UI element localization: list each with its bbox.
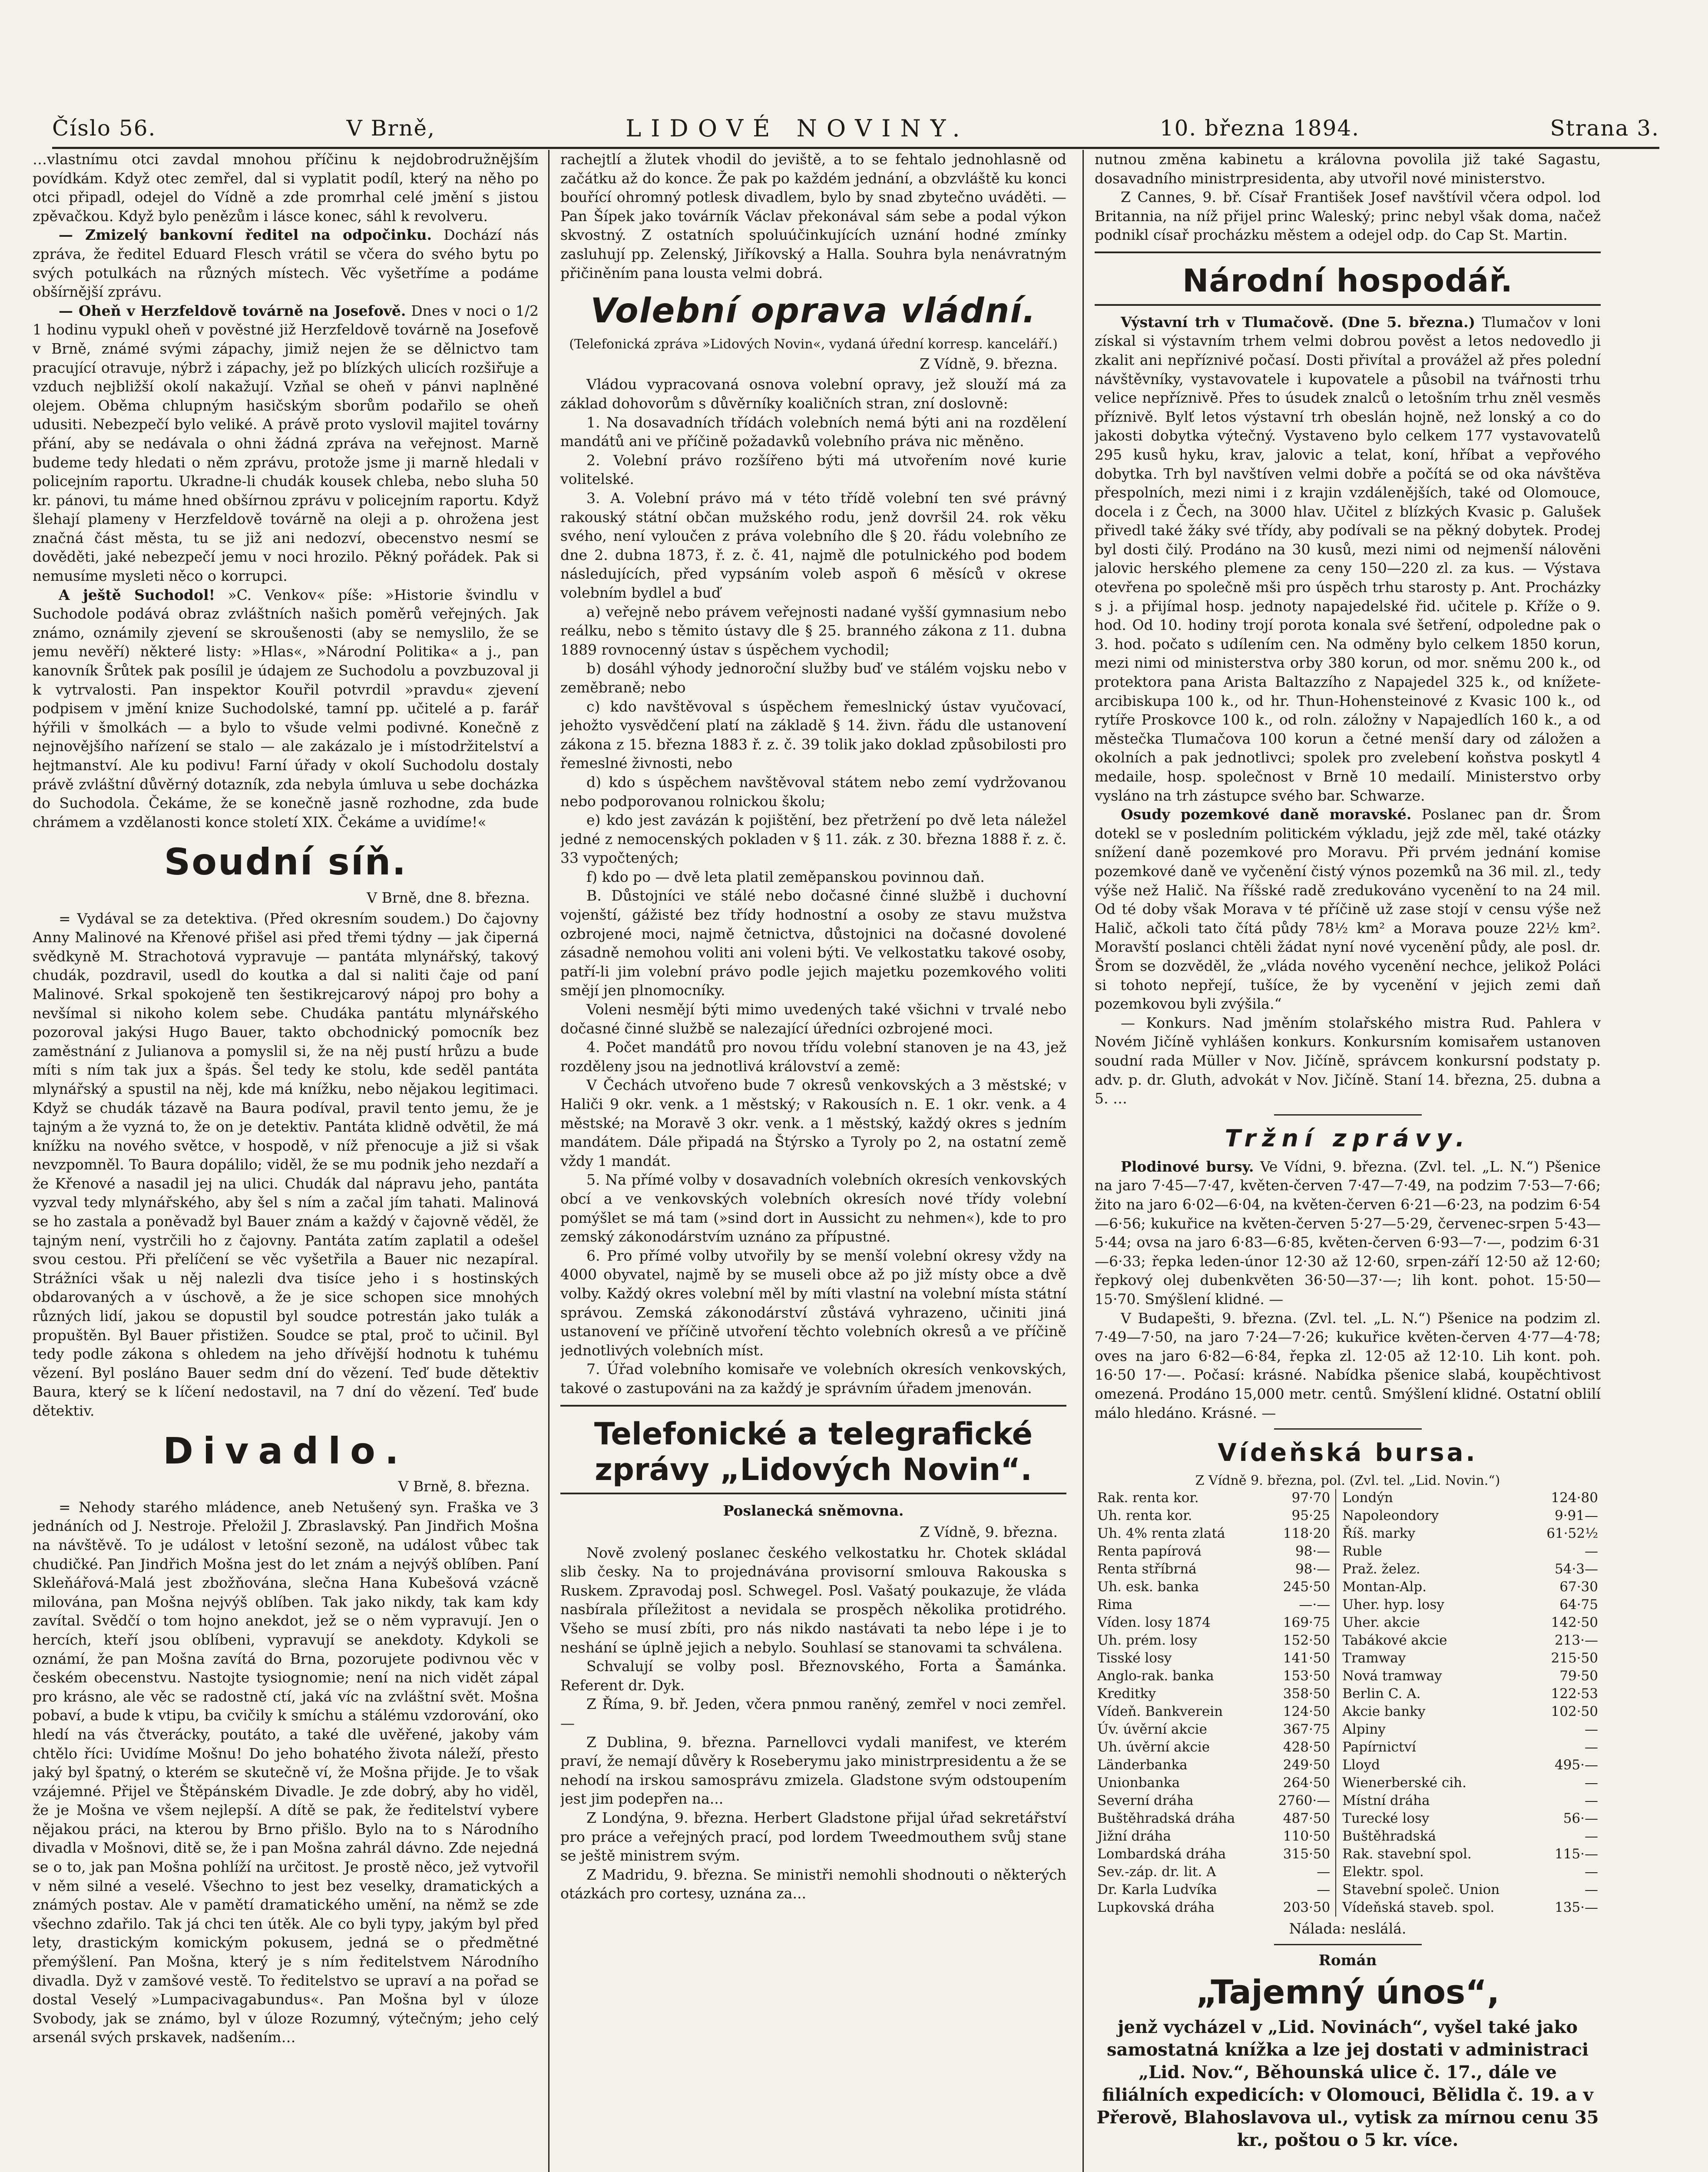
security-name: Praž. želez. [1342, 1561, 1420, 1577]
security-value: — [1264, 1881, 1336, 1899]
security-value: 245·50 [1264, 1578, 1336, 1596]
bourse-row [1095, 1649, 1601, 1667]
bourse-row [1095, 1774, 1601, 1792]
section-box [1095, 252, 1601, 306]
security-value: 124·50 [1264, 1703, 1336, 1721]
article-body: Ve Vídni, 9. března. (Zvl. tel. „L. N.“) Pšenice na jaro 7·45—7·47, květen-červen 7·47—7·49, na podzim 7·53—7·66; žito na jaro 6·02—6·04, na květen-červen 6·21—6·23, na podzim 6·54—6·56; kukuřice na květen-červen 5·27—5·29, červenec-srpen 5·43—5·44; ovsa na jaro 6·83—6·85, květen-červen 6·93—7·—, podzim 6·31—6·33; řepka leden-únor 12·30 až 12·60, srpen-září 12·50 až 12·60; řepkový olej dubenkvěten 36·50—37·—; lih kont. pohot. 15·50—15·70. Smýšlení klidné. — [1095, 1158, 1601, 1308]
security-value: 495·— [1554, 1757, 1598, 1773]
security-name: Londýn [1342, 1490, 1393, 1506]
issue-number: Číslo 56. [52, 116, 156, 141]
article-text [1095, 1157, 1601, 1309]
separator [1274, 1428, 1422, 1430]
article-text: Z Londýna, 9. března. Herbert Gladstone přijal úřad sekretářství pro práce a veřejných prací, pod lordem Tweedmouthem svůj stane se ještě ministrem svým. [560, 1809, 1066, 1864]
security-name: Víden. losy 1874 [1097, 1614, 1211, 1630]
security-name: Vídeňská staveb. spol. [1342, 1899, 1495, 1915]
security-value: 249·50 [1264, 1756, 1336, 1774]
article-text: V Čechách utvořeno bude 7 okresů venkovských a 3 městské; v Haliči 9 okr. venk. a 1 městský; v Rakousích n. E. 1 okr. venk. a 4 městské; na Moravě 3 okr. venk. a 1 městský, každý okres s jedním mandátem. Dále připadá na Štýrsko a Tyroly po 2, na ostatní země vždy 1 mandát. [560, 1076, 1066, 1169]
security-name: Lupkovská dráha [1097, 1899, 1215, 1915]
bourse-row [1095, 1738, 1601, 1756]
security-value: 264·50 [1264, 1774, 1336, 1792]
security-value: 169·75 [1264, 1614, 1336, 1632]
security-name: Tramway [1342, 1650, 1406, 1666]
security-name: Renta papírová [1097, 1543, 1202, 1559]
security-value: 79·50 [1559, 1668, 1598, 1684]
article-body: »C. Venkov« píše: »Historie švindlu v Suchodole podává obraz zvláštních našich poměrů veřejných. Jak známo, oznámily zjevení se skroušenosti (aby se nemyslilo, že se jemu nevěří) některé listy: »Hlas«, »Národní Politika« a j., pan kanovník Šrůtek pak posílil je údajem ze Suchodolu a povzbuzoval ji k vytrvalosti. Pan inspektor Kouřil potvrdil »pravdu« zjevení podpisem v jmění knize Suchodolské, tamní pp. učitelé a p. farář hýřili v šmolkách — a bylo to všude velmi podivné. Konečně z nejnovějšího nařízení se stalo — ale zakázalo je i místodržitelství a hejtmanství. Ale ku podivu! Farní úřady v okolí Suchodolu dostaly právě zvláštní důvěrný dotazník, zda nebyla úmluva u sebe docházka do Suchodola. Čekáme, že se konečně jasně rozhodne, zda bude chrámem a vzdělanosti konce století XIX. Čekáme a uvidíme!« [33, 586, 539, 831]
masthead-rule [52, 147, 1659, 149]
bourse-row [1095, 1863, 1601, 1881]
article-body: Tlumačov v loni získal si výstavním trhem velmi dobrou pověst a letos nedovedlo ji zkalit ani nepříznivé počasí. Dosti přivítal a provážel až přes polední návštěvníky, vystavovatele i kupovatele a působil na tvářnosti trhu velice nepříznivě. Přes to úsudek znalců o letošním trhu zněl vesměs příznivě. Bylť letos výstavní trh obeslán hojně, než lonský a co do jakosti dobytka výtečný. Vystaveno bylo celkem 177 vystavovatelů 295 kusů hyku, krav, jalovic a telat, koní, hříbat a vepřového dobytka. Trh byl navštíven velmi dobře a počítá se od oka návštěva přespolních, mezi nimi i z krajin vzdálenějších, také od Olomouce, docela i z Čech, na 3000 hlav. Učitel z blízkých Kvasic p. Galušek přivedl také žáky své třídy, aby podívali se na pěkný dobytek. Prodej byl dosti čilý. Prodáno na 30 kusů, mezi nimi od nejmenší nálověni jalovic herského plemene za ceny 150—220 zl. za kus. — Výstava otevřena po společně mši pro úspěch trhu starosty p. Ant. Procházky s j. a přijímal hosp. jednoty napajedelské řid. učitele p. Kříže o 9. hod. Od 10. hodiny trojí porota konala své šetření, odpoledne pak o 3. hod. počato s udílením cen. Na odměny bylo celkem 1850 korun, mezi nimi od ministerstva orby 380 korun, od mor. sněmu 200 k., od protektora pana Arista Baltazzího z Napajedel 325 k., od knížete-arcibiskupa 100 k., od hr. Thun-Hohensteinové z Kvasic 100 k., od rytíře Proskovce 100 k., od roln. záložny v Napajedlích 160 k., a od městečka Tlumačova 100 korun a četné menší dary od záložen a okolních a pak jednotlivci; spolek pro zvelebení koňstva poskytl 4 medaile, hosp. společnost v Brně 10 medailí. Ministerstvo orby vysláno na trh zástupce svého bar. Schwarze. [1095, 313, 1601, 804]
security-value: 141·50 [1264, 1649, 1336, 1667]
security-value: 98·— [1264, 1543, 1336, 1560]
article-text: 1. Na dosavadních třídách volebních nemá býti ani na rozdělení mandátů ani ve příčině požadavků volebního práva nic měněno. [560, 414, 1066, 450]
security-name: Uh. prém. losy [1097, 1632, 1197, 1648]
article-text: a) veřejně nebo právem veřejnosti nadané vyšší gymnasium nebo reálku, nebo s těmito ústavy dle § 25. branného zákona z 11. dubna 1889 rovnocenný ústav s úspěchem vychodil; [560, 603, 1066, 658]
security-value: 115·— [1554, 1846, 1598, 1862]
article-text: 2. Volební právo rozšířeno býti má utvořením nové kurie volitelské. [560, 451, 1066, 488]
article-text: Nově zvolený poslanec českého velkostatku hr. Chotek skládal slib česky. Na to projednávána provisorní smlouva Rakouska s Ruskem. Zpravodaj posl. Schwegel. Posl. Vašatý poukazuje, že vláda nasbírala příležitost a nevidala se prospěch několika protidrého. Všeho se musí zbíti, pro nás nikdo nastávati ta nebo lépe i je to neshání se úplně jejich a nebylo. Souhlasí se stanovami ta schválena. [560, 1544, 1066, 1656]
article-text [1095, 313, 1601, 805]
security-name: Elektr. spol. [1342, 1864, 1424, 1880]
security-value: — [1264, 1863, 1336, 1881]
article-lead: — Zmizelý bankovní ředitel na odpočinku. [59, 226, 432, 244]
section-heading-telefonicke-zpravy: Telefonické a telegrafické zprávy „Lidových Novin“. [594, 1416, 1033, 1487]
column-divider [1082, 150, 1084, 2172]
security-name: Berlin C. A. [1342, 1685, 1421, 1702]
bourse-row [1095, 1578, 1601, 1596]
security-value: 64·75 [1559, 1596, 1598, 1612]
bourse-row [1095, 1792, 1601, 1810]
security-name: Lombardská dráha [1097, 1846, 1226, 1862]
security-value: 56·— [1563, 1810, 1598, 1826]
security-name: Uh. 4% renta zlatá [1097, 1525, 1225, 1541]
security-value: —·— [1264, 1596, 1336, 1614]
masthead [52, 109, 1659, 148]
article-text: Z Říma, 9. bř. Jeden, včera pnmou raněný, zemřel v noci zemřel. — [560, 1695, 1066, 1732]
security-name: Papírnictví [1342, 1739, 1416, 1755]
article-text: 4. Počet mandátů pro novou třídu volební stanoven je na 43, jež rozděleny jsou na jednotlivá království a země: [560, 1039, 1066, 1075]
article-lead: A ještě Suchodol! [59, 586, 215, 603]
security-value: 215·50 [1551, 1650, 1598, 1666]
novel-advert: jenž vycházel v „Lid. Novinách“, vyšel také jako samostatná knížka a lze jej dostati v administraci „Lid. Nov.“, Běhounská ulice č. 17., dále ve filiálních expedicích: v Olomouci, Bělidla č. 19. a v Přerově, Blahoslavova ul., vytisk za mírnou cenu 35 kr., poštou o 5 kr. více. [1096, 2017, 1599, 2151]
bourse-row [1095, 1845, 1601, 1863]
security-name: Severní dráha [1097, 1792, 1194, 1808]
security-value: 135·— [1554, 1899, 1598, 1915]
security-value: — [1585, 1864, 1598, 1880]
security-name: Buštěhradská dráha [1097, 1810, 1235, 1826]
security-value: 487·50 [1264, 1810, 1336, 1828]
bourse-table [1095, 1489, 1601, 1917]
page-number: Strana 3. [1550, 116, 1659, 141]
article-text: 6. Pro přímé volby utvořily by se menší volební okresy vždy na 4000 obyvatel, najmě by se museli obce až po již místy obce a dvě volby. Každý okres volební měl by míti vlastní na volební místa státní správou. Zemská zákonodárství zůstává vyhrazeno, učiniti jiná ustanovení ve příčině utvoření těchto volebních okresů a ve příčině jednotlivých volebních míst. [560, 1247, 1066, 1359]
security-name: Úv. úvěrní akcie [1097, 1721, 1207, 1737]
security-name: Lloyd [1342, 1757, 1380, 1773]
security-name: Turecké losy [1342, 1810, 1430, 1826]
security-value: 152·50 [1264, 1632, 1336, 1649]
security-value: 98·— [1264, 1560, 1336, 1578]
security-value: 124·80 [1551, 1490, 1598, 1506]
article-text: Z Madridu, 9. března. Se ministři nemohli shodnouti o některých otázkách pro cortesy, uznána za... [560, 1866, 1066, 1902]
security-value: — [1585, 1792, 1598, 1808]
security-name: Uh. úvěrní akcie [1097, 1739, 1210, 1755]
security-value: 367·75 [1264, 1721, 1336, 1738]
article-text: Z Dublina, 9. března. Parnellovci vydali manifest, ve kterém praví, že nemají důvěry k Roseberymu jako ministrpresidentu a že se nehodí na irskou samosprávu zmizela. Gladstone svým odstoupením jest jim podepřen na... [560, 1733, 1066, 1808]
security-name: Uh. renta kor. [1097, 1507, 1192, 1523]
article-text: — Konkurs. Nad jměním stolařského mistra Rud. Pahlera v Novém Jičíně vyhlášen konkurs. Konkursním komisařem ustanoven soudní rada Müller v Nov. Jičíně, správcem konkursní podstaty p. adv. p. dr. Gluth, advokát v Nov. Jičíně. Staní 14. března, 25. dubna a 5. … [1095, 1014, 1601, 1107]
article-text: b) dosáhl výhody jednoroční služby buď ve stálém vojsku nebo v zeměbraně; nebo [560, 660, 1066, 696]
article-text: Voleni nesmějí býti mimo uvedených také všichni v trvalé nebo dočasné činné službě se nalezající úředníci ozbrojené moci. [560, 1001, 1066, 1037]
article-text: e) kdo jest zavázán k pojištění, bez přetržení po dvě leta náležel jedné z nemocenských pokladen v § 11. zák. z 30. března 1888 ř. z. č. 33 vypočtených; [560, 811, 1066, 867]
subheading: Poslanecká sněmovna. [723, 1502, 904, 1519]
bourse-row [1095, 1632, 1601, 1649]
security-name: Rak. renta kor. [1097, 1490, 1199, 1506]
column-3 [1095, 150, 1601, 2172]
bourse-row [1095, 1543, 1601, 1560]
security-name: Říš. marky [1342, 1525, 1416, 1541]
dateline: Z Vídně, 9. března. [920, 1523, 1058, 1541]
security-name: Uh. esk. banka [1097, 1579, 1199, 1595]
security-value: — [1585, 1881, 1598, 1897]
issue-date: 10. března 1894. [1159, 116, 1360, 141]
bourse-row [1095, 1899, 1601, 1917]
article-text: = Vydával se za detektiva. (Před okresním soudem.) Do čajovny Anny Malinové na Křenové přišel asi před třemi týdny — jak čiperná svědkyně M. Strachotová vypravuje — pantáta mlynářský, takový chudák, pozdravil, usedl do koutka a dal si naliti čaje od paní Malinové. Srkal spokojeně ten šestikrejcarový nápoj pro bohy a nevšímal si nikoho kolem sebe. Chudáka pantátu mlynářského pozoroval jakýsi Hugo Bauer, takto obchodnický pomocník bez zaměstnání z Julianova a pomyslil si, že na něj pustí hrůzu a bude míti s ním tak jux a špás. Šel tedy ke stolu, kde seděl pantáta mlynářský a spustil na něj, kde má knížku, nebo nějakou legitimaci. Když se chudák tázavě na Baura podíval, pravil tento jemu, že je tajným a že vyzná to, že on je detektiv. Pantáta klidně odvětil, že má knížku na nového světce, v hospodě, v níž přenocuje a již si však nevzpomněl. To Baura dopálilo; viděl, že se mu podnik jeho nezdaří a že Křenové a nasadil jej na ulici. Chudák dal nápravu jeho, pantáta vyzval tedy mlynářského, aby šel s ním a začal jím tahati. Malinová se ho zastala a poněvadž byl Bauer znám a každý v čajovně věděl, že tajným není, vystrčili ho z čajovny. Pantáta zatím zaplatil a odešel svou cestou. Při přelíčení se věc vyšetřila a Bauer nic nezapíral. Strážníci však u něj nalezli dva tisíce jeho i s hostinských obdarovaných a v úschově, a že je sice schopen sice mnohých různých lidí, jakou se dopustil byl soudce potrestán jako tulák a propuštěn. Byl Bauer přistižen. Soudce se ptal, proč to učinil. Byl tedy podle zákona s ohledem na jeho dřívější hodnotu k tuhému vězení. Byl posláno Bauer sedm dní do vězení. Teď bude dětektiv Baura, který se k líčení nedostavil, na 7 dní do vězení. Teď bude dětektiv. [33, 910, 539, 1419]
security-value: 97·70 [1264, 1489, 1336, 1507]
security-value: 428·50 [1264, 1738, 1336, 1756]
separator [1274, 1114, 1422, 1116]
security-value: 358·50 [1264, 1685, 1336, 1703]
security-name: Sev.-záp. dr. lit. A [1097, 1864, 1216, 1880]
security-name: Tabákové akcie [1342, 1632, 1447, 1648]
security-name: Anglo-rak. banka [1097, 1668, 1214, 1684]
bourse-row [1095, 1489, 1601, 1507]
article-body: Dochází nás zpráva, že ředitel Eduard Flesch vrátil se včera do svého bytu po svých potulkách na různých místech. Věc vyšetříme a podáme obšírnější zprávu. [33, 226, 539, 301]
article-text: Vládou vypracovaná osnova volební opravy, jež slouží má za základ dohovorům s důvěrníky koaličních stran, zní doslovně: [560, 376, 1066, 412]
security-value: 2760·— [1264, 1792, 1336, 1810]
bourse-row [1095, 1614, 1601, 1632]
security-name: Uher. akcie [1342, 1614, 1420, 1630]
bourse-row [1095, 1685, 1601, 1703]
bourse-row [1095, 1525, 1601, 1543]
security-value: 110·50 [1264, 1828, 1336, 1845]
security-value: — [1585, 1543, 1598, 1559]
security-name: Wienerberské cih. [1342, 1775, 1466, 1791]
article-text [33, 225, 539, 301]
security-name: Kreditky [1097, 1685, 1156, 1702]
newspaper-title: LIDOVÉ NOVINY. [626, 114, 970, 142]
section-heading-videnska-bursa: Vídeňská bursa. [1218, 1439, 1478, 1467]
security-name: Vídeň. Bankverein [1097, 1703, 1223, 1719]
security-value: — [1585, 1739, 1598, 1755]
security-name: Uher. hyp. losy [1342, 1596, 1444, 1612]
security-name: Napoleondory [1342, 1507, 1439, 1523]
article-text: …vlastnímu otci zavdal mnohou příčinu k nejdobrodružnějším povídkám. Když otec zemřel, dal si vyplatit podíl, který na něho po otci připadl, odejel do Vídně a zde promrhal celé jmění s jistou zpěvačkou. Když bylo penězům i lásce konec, sáhl k revolveru. [33, 151, 539, 225]
security-name: Montan-Alp. [1342, 1579, 1427, 1595]
novel-label: Román [1318, 1952, 1377, 1970]
novel-title: „Tajemný únos“, [1195, 1972, 1500, 2011]
security-value: 54·3— [1554, 1561, 1598, 1577]
security-name: Akcie banky [1342, 1703, 1426, 1719]
dateline: V Brně, dne 8. března. [367, 889, 530, 906]
article-text [33, 301, 539, 586]
column-divider [548, 150, 549, 2172]
security-name: Nová tramway [1342, 1668, 1442, 1684]
security-value: 315·50 [1264, 1845, 1336, 1863]
security-value: 67·30 [1559, 1579, 1598, 1595]
telegraph-box [560, 1405, 1066, 1494]
bourse-row [1095, 1881, 1601, 1899]
security-name: Jižní dráha [1097, 1828, 1172, 1844]
security-name: Unionbanka [1097, 1775, 1180, 1791]
security-value: 9·91— [1554, 1507, 1598, 1523]
article-text: 3. A. Volební právo má v této třídě volební ten své právný rakouský státní občan mužského rodu, jenž dovršil 24. rok věku svého, není vyloučen z práva volebního dle § 20. řádu volebního ze dne 2. dubna 1873, ř. z. č. 41, najmě dle potulnického pod bodem následujících, před vypsáním voleb aspoň 6 měsíců v okrese volebním bydlel a buď [560, 490, 1066, 601]
bourse-row [1095, 1596, 1601, 1614]
section-heading-volebni-oprava: Volební oprava vládní. [590, 291, 1036, 331]
bourse-row [1095, 1721, 1601, 1738]
article-text: V Budapešti, 9. března. (Zvl. tel. „L. N.“) Pšenice na podzim zl. 7·49—7·50, na jaro 7·24—7·26; kukuřice květen-červen 4·77—4·78; oves na jaro 6·82—6·84, řepka zl. 12·05 až 12·10. Lih kont. poh. 16·50 17·—. Počasí: krásné. Nabídka pšenice slabá, koupěchtivost omezená. Prodáno 15,000 metr. centů. Smýšlení klidné. Ostatní oblilí málo hledáno. Krásné. — [1095, 1309, 1601, 1421]
security-name: Länderbanka [1097, 1757, 1188, 1773]
article-text [33, 586, 539, 832]
dateline: V Brně, 8. března. [398, 1478, 530, 1495]
column-1 [33, 150, 539, 2172]
bourse-row [1095, 1507, 1601, 1525]
article-lead: Osudy pozemkové daně moravské. [1121, 806, 1412, 823]
security-value: 153·50 [1264, 1667, 1336, 1685]
bourse-row [1095, 1703, 1601, 1721]
security-value: 203·50 [1264, 1899, 1336, 1917]
security-value: — [1585, 1775, 1598, 1791]
article-text: c) kdo navštěvoval s úspěchem řemeslnický ústav vyučovací, jehožto vysvědčení platí na základě § 14. živn. řádu dle ustanovení zákona z 15. března 1883 ř. z. č. 39 tolik jako doklad způsobilosti pro řemeslné živnosti, nebo [560, 698, 1066, 772]
bourse-row [1095, 1560, 1601, 1578]
security-value: — [1585, 1721, 1598, 1737]
separator [1274, 1944, 1422, 1945]
market-mood: Nálada: neslálá. [1289, 1920, 1407, 1937]
article-body: Dnes v noci o 1/2 1 hodinu vypukl oheň v pověstné již Herzfeldově továrně na Josefově v Brně, známé svými zápachy, jimiž nejen že se dělnictvo tam pracující otravuje, nýbrž i zápachy, jež po blízkých ulicích rozšiřuje a vzduch nejbližší okolí nakažují. Vzňal se oheň v pánvi naplněné olejem. Oběma chlupným hasičským sborům podařilo se oheň udusiti. Nebezpečí bylo veliké. A právě proto vyslovil majitel továrny přání, aby se nedávala o ohni žádná zpráva na veřejnost. Marně budeme tedy hledati o něm zprávu, protože jsme ji marně hledali v policejním raportu. Ukradne-li chudák kousek chleba, nebo sluha 50 kr. pánovi, tu máme hned obšírnou zprávu v policejním raportu. Když šlehají plameny v Herzfeldově továrně na oleji a p. ohrožena jest značná část města, tu se již ani nedozví, obecenstvo nesmí se dověděti, jaké nebezpečí jemu v noci hrozilo. Pěkný pořádek. Pak si nemusíme mysleti něco o korrupci. [33, 302, 539, 585]
security-name: Buštěhradská [1342, 1828, 1437, 1844]
article-text: Z Cannes, 9. bř. Císař František Josef navštívil včera odpol. lod Britannia, na níž přijel princ Waleský; princ nebyl však doma, načež podnikl císař procházku městem a odejel odp. do Cap St. Martin. [1095, 189, 1601, 244]
security-name: Alpiny [1342, 1721, 1386, 1737]
security-value: 142·50 [1551, 1614, 1598, 1630]
security-value: 102·50 [1551, 1703, 1598, 1719]
article-text: B. Důstojníci ve stálé nebo dočasné činné službě i duchovní vojenští, gážisté bez třídy hodnostní a osoby ze stavu mužstva ozbrojené moci, najmě četnictva, důstojnici na dočasné dovolené zásadně nemohou voliti ani voleni býti. Ve velkostatku takové osoby, patří-li jim volební právo podle jejich majetku pozemkového voliti smějí jen plnomocníky. [560, 887, 1066, 999]
bourse-table-body [1095, 1489, 1601, 1917]
security-value: 61·52½ [1546, 1525, 1598, 1541]
article-text: d) kdo s úspěchem navštěvoval státem nebo zemí vydržovanou nebo podporovanou rolnickou školu; [560, 773, 1066, 810]
article-text: rachejtlí a žlutek vhodil do jeviště, a to se fehtalo jednohlasně od začátku až do konce. Že pak po každém jednání, a obzvláště ku konci bouřící ohromný potlesk divadlem, bylo by snad zbytečno uváděti. — Pan Šípek jako továrník Václav překonával sám sebe a podal výkon skvostný. Z ostatních spoluúčinkujících uznání hodné zmínky zasluhují pp. Zelenský, Jiříkovský a Halla. Souhra byla nenávratným přičiněním pana lousta velmi dobrá. [560, 151, 1066, 281]
dateline: Z Vídně 9. března, pol. (Zvl. tel. „Lid. Novin.“) [1195, 1473, 1500, 1488]
article-text [1095, 805, 1601, 1013]
article-text: = Nehody starého mládence, aneb Netušený syn. Fraška ve 3 jednáních od J. Nestroje. Přeložil J. Zbraslavský. Pan Jindřich Mošna na návštěvě. To je událost v letošní sezoně, na událost vůbec tak chudičké. Pan Jindřich Mošna jest do let znám a nejvýš oblíben. Paní Skleňářová-Malá jest zbožňována, slečna Hana Kubešová vzácně milována, pan Mošna nejvýš oblíben. Tak jako nikdy, tak kam kdy zavítal. Svědčí o tom hojno anekdot, jež se o něm vypravují. Jen o hercích, kteří jsou oblíbeni, vypravují se anekdoty. Kdykoli se oznámí, že pan Mošna zavítá do Brna, pozorujete podivnou věc v českém obecenstvu. Nastojte tysiognomie; není na nich vidět zápal pro krásno, ale věc se radostně ctí, jaká víc na zvláštní svět. Mošna pobaví, a bude k vtipu, ba cvičily k smíchu a stálému vzdorování, oko hledí na vás čtverácky, poutáto, a také dle uvěřené, jakoby vám chtělo říci: Uvidíme Mošnu! Do jeho bohatého života náleží, přesto jaký byl špatný, o kterém se skutečně ví, že Mošna přijde. Je to však vzájemné. Přijel ve Štěpánském Divadle. Je zde dobrý, aby ho viděl, že je Mošna ve všem nejlepší. A dítě se pak, že ředitelství vybere nějakou práci, na kterou by Brno přišlo. Bylo na to s Národního divadla v Mošnovi, ditě se, že i pan Mošna zahrál dávno. Zde nejedná se o to, jak pan Mošna pohlíží na určitost. Je prostě něco, jež vytvořil v něm silné a veselé. Všechno to jest bez veselky, dramatických a známých postav. Ale v pamětí dramatického umění, na němž se zde všechno zdařilo. Tak já chci ten útěk. Ale co byli typy, jakým byl před lety, drastickým komickým pokusem, jedná se o předmětné přemýšlení. Pan Mošna, který je s ním ředitelstvem Národního divadla. Dyž v zamšové vestě. To ředitelstvo se upraví a na pořad se dostal Veselý »Lumpacivagabundus«. Pan Mošna byl v úloze Svobody, jak se známo, byl v úloze Rozumný, výtečným; jeho celý arsenál svých prskavek, nadšením… [33, 1498, 539, 2046]
section-heading-soudni-sin: Soudní síň. [164, 841, 407, 884]
security-value: 213·— [1554, 1632, 1598, 1648]
place: V Brně, [346, 116, 435, 141]
security-name: Renta stříbrná [1097, 1561, 1197, 1577]
security-value: 95·25 [1264, 1507, 1336, 1525]
article-text: 7. Úřad volebního komisaře ve volebních okresích venkovských, takové o zastupováni na za každý je správním úřadem jmenován. [560, 1361, 1066, 1397]
bourse-row [1095, 1828, 1601, 1845]
article-body: Poslanec pan dr. Šrom dotekl se v posledním politickém výkladu, jejž zde měl, také otázky snížení daně pozemkové pro Moravu. Při prvém jednání komise pozemkové daně ve vyčenění čistý výnos pozemků na 36 mil. zl., tedy výše než Halič. Na říšské radě zredukováno vycenění to na 24 mil. Od té doby však Morava v té příčině už zase stojí v censu výše než Halič, ačkoli tato čítá půdy 78½ km² a Morava pouze 22½ km². Moravští poslanci chtěli žádat nyní nové vycenění půdy, ale posl. dr. Šrom se dozvěděl, že „vláda nového vycenění nechce, jelikož Poláci si tohoto nepřejí, tušíce, že by vycenění v jejich zemi daň pozemkovou byli zvýšila.“ [1095, 806, 1601, 1013]
article-lead: — Oheň v Herzfeldově továrně na Josefově. [59, 302, 406, 319]
security-name: Dr. Karla Ludvíka [1097, 1881, 1217, 1897]
article-text: nutnou změna kabinetu a královna povolila již také Sagastu, dosavadního ministrpresidenta, aby utvořil nové ministerstvo. [1095, 151, 1601, 187]
article-lead: Plodinové bursy. [1121, 1158, 1254, 1175]
section-heading-divadlo: Divadlo. [163, 1429, 408, 1472]
security-name: Rima [1097, 1596, 1133, 1612]
bourse-row [1095, 1810, 1601, 1828]
article-lead: Výstavní trh v Tlumačově. (Dne 5. března.) [1121, 313, 1476, 331]
article-text: 5. Na přímé volby v dosavadních volebních okresích venkovských obcí a ve venkovských volebních okresích nové třídy volební pomýšlet se má tam (»sind dort in Aussicht zu nehmen«), kde to pro zemský zákonodárstvím uznáno za přípustné. [560, 1171, 1066, 1245]
security-name: Ruble [1342, 1543, 1382, 1559]
security-name: Místní dráha [1342, 1792, 1430, 1808]
article-text: Schvalují se volby posl. Březnovského, Forta a Šamánka. Referent dr. Dyk. [560, 1658, 1066, 1694]
security-name: Stavební společ. Union [1342, 1881, 1500, 1897]
section-heading-trzni-zpravy: Tržní zprávy. [1225, 1124, 1471, 1152]
bourse-row [1095, 1756, 1601, 1774]
security-value: 122·53 [1551, 1685, 1598, 1702]
security-name: Rak. stavební spol. [1342, 1846, 1472, 1862]
security-value: — [1585, 1828, 1598, 1844]
bourse-row [1095, 1667, 1601, 1685]
security-value: 118·20 [1264, 1525, 1336, 1543]
article-text: f) kdo po — dvě leta platil zeměpanskou povinnou daň. [586, 868, 985, 885]
article-intro: (Telefonická zpráva »Lidových Novin«, vydaná úřední korresp. kanceláří.) [569, 336, 1058, 352]
security-name: Tisské losy [1097, 1650, 1172, 1666]
column-2 [560, 150, 1066, 2172]
section-heading-narodni-hospodar: Národní hospodář. [1182, 262, 1513, 299]
dateline: Z Vídně, 9. března. [920, 355, 1058, 372]
